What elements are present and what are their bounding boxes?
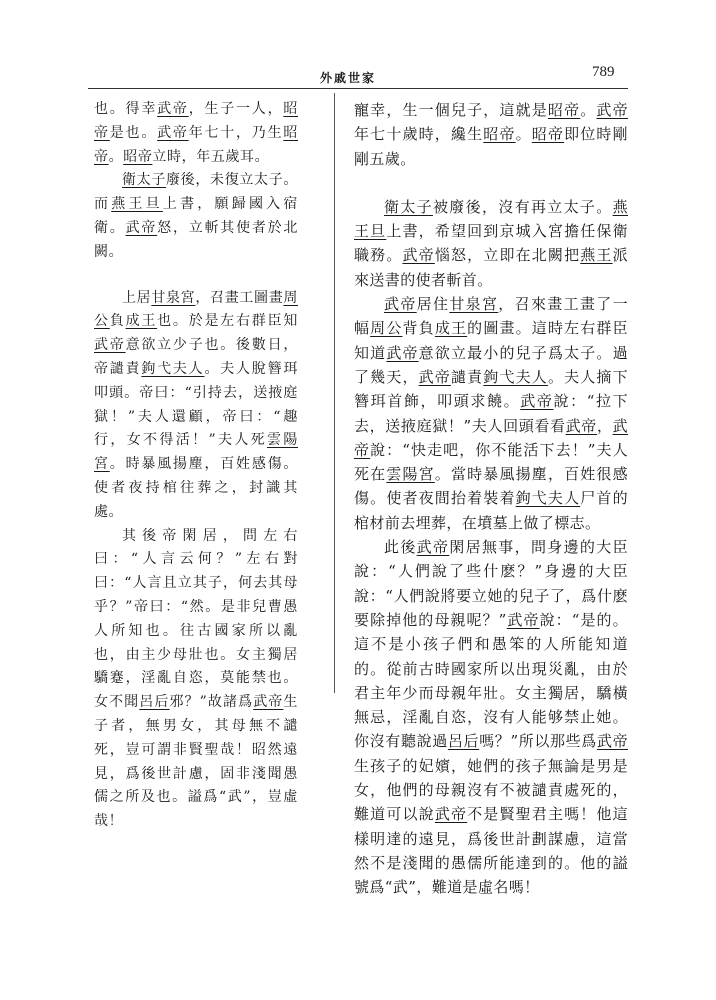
text-run: 寵幸，生一個兒子，這就是 xyxy=(354,101,548,119)
text-run: 惱怒，立即在北闕把 xyxy=(434,246,581,265)
text-run: 派來送書的使者斬首。 xyxy=(354,246,628,289)
text-run: 也。於是左右群臣知 xyxy=(157,313,298,330)
proper-name: 雲陽宮 xyxy=(94,432,298,473)
proper-name: 甘泉宮 xyxy=(449,295,499,314)
text-run: 說：“是的。這不是小孩子們和愚笨的人所能知道的。從前古時國家所以出現災亂，由於君主年少而母親年壯。女主獨居，驕橫無忌，淫亂自恣，沒有人能够禁止她。你沒有聽說過 xyxy=(354,610,628,751)
text-run: 說：“快走吧，你不能活下去！”夫人死在 xyxy=(354,440,628,484)
text-run: 邪？”故諸爲 xyxy=(169,694,254,711)
text-run: 是也。 xyxy=(109,124,158,141)
proper-name: 雲陽宮 xyxy=(386,465,435,484)
proper-name: 燕王旦 xyxy=(111,196,163,213)
page-number: 789 xyxy=(592,64,615,80)
proper-name: 周公 xyxy=(370,319,403,338)
proper-name: 武帝 xyxy=(565,416,597,435)
proper-name: 武帝 xyxy=(386,343,419,362)
proper-name: 昭帝 xyxy=(123,148,153,165)
paragraph xyxy=(354,195,628,292)
proper-name: 鉤弋夫人 xyxy=(515,489,581,508)
proper-name: 昭帝 xyxy=(94,101,298,141)
text-run: 生孩子的妃嬪，她們的孩子無論是男是女，他們的母親沒有不被譴責處死的，難道可以說 xyxy=(354,756,628,824)
text-run: ， xyxy=(596,416,613,435)
text-run: 其後帝閑居，問左右曰：“人言云何？”左右對曰：“人言且立其子，何去其母乎？”帝曰：“然。是非兒曹愚人所知也。往古國家所以亂也，由主少母壯也。女主獨居驕蹇，淫亂自恣，莫能禁也。女不聞 xyxy=(94,527,298,711)
proper-name: 成王 xyxy=(125,313,158,330)
text-run: 負 xyxy=(109,313,126,330)
proper-name: 昭帝 xyxy=(483,125,516,144)
text-run: 說：“拉下去，送掖庭獄！”夫人回頭看看 xyxy=(354,392,628,435)
text-run: 年七十，乃生 xyxy=(188,124,284,141)
text-run: 。 xyxy=(580,101,597,119)
paragraph xyxy=(94,525,298,834)
proper-name: 甘泉宮 xyxy=(151,289,196,306)
translation-text-column xyxy=(354,98,628,900)
text-run: 被廢後，沒有再立太子。 xyxy=(432,197,613,216)
paragraph xyxy=(94,98,298,169)
text-run: 居住 xyxy=(416,295,450,314)
proper-name: 燕王 xyxy=(580,246,613,265)
proper-name: 成王 xyxy=(434,319,468,338)
text-run: 閑居無事，問身邊的大臣說：“人們說了些什麽？”身邊的大臣說：“人們說將要立她的兒子了，爲什麽要除掉他的母親呢？” xyxy=(354,538,628,629)
proper-name: 武帝 xyxy=(157,101,189,117)
paragraph-gap xyxy=(94,265,298,287)
text-run: 立時，年五歲耳。 xyxy=(152,148,270,165)
text-run: 的圖畫。這時左右群臣知道 xyxy=(354,319,628,362)
text-run: 生子者，無男女，其母無不譴死，豈可謂非賢聖哉！昭然遠見，爲後世計慮，固非淺聞愚儒之所及也。謚爲“武”，豈虛哉！ xyxy=(94,694,298,830)
text-run: ，召畫工圖畫 xyxy=(195,289,284,306)
text-run: 。夫人脫簪珥叩頭。帝曰：“引持去，送掖庭獄！”夫人還顧，帝曰：“趣行，女不得活！”夫人死 xyxy=(94,360,298,449)
proper-name: 昭帝 xyxy=(547,101,581,119)
proper-name: 武帝 xyxy=(596,101,628,119)
proper-name: 呂后 xyxy=(447,732,480,751)
proper-name: 衛太子 xyxy=(122,172,167,189)
proper-name: 鉤弋夫人 xyxy=(141,360,205,377)
text-run: 也。得幸 xyxy=(94,101,158,117)
paragraph xyxy=(354,292,628,535)
paragraph-gap xyxy=(354,171,628,195)
proper-name: 武帝 xyxy=(384,295,417,314)
proper-name: 武帝 xyxy=(418,367,451,386)
text-run: 。時暴風揚塵，百姓感傷。使者夜持棺往葬之，封識其處。 xyxy=(94,456,299,520)
proper-name: 武帝 xyxy=(596,732,628,751)
text-run: 此後 xyxy=(384,538,417,557)
text-run: 上居 xyxy=(122,289,152,306)
text-run: 怒，立斬其使者於北闕。 xyxy=(94,219,299,260)
proper-name: 武帝 xyxy=(506,610,540,629)
proper-name: 武帝 xyxy=(520,392,554,411)
text-run: 不是賢聖君主嗎！他這樣明達的遠見，爲後世計劃謀慮，這當然不是淺聞的愚儒所能達到的。他的謚號爲“武”，難道是虛名嗎！ xyxy=(354,805,628,897)
text-run: 。 xyxy=(515,125,532,144)
proper-name: 武帝 xyxy=(402,246,435,265)
proper-name: 武帝 xyxy=(354,416,629,459)
text-run: 上書，願歸國入宿衛。 xyxy=(94,196,298,236)
text-run: 譴責 xyxy=(450,367,484,386)
paragraph xyxy=(354,98,628,171)
proper-name: 昭帝 xyxy=(531,125,565,144)
proper-name: 武帝 xyxy=(253,694,284,711)
header-rule xyxy=(88,88,628,89)
proper-name: 衛太子 xyxy=(384,197,433,216)
text-run: 意欲立少子也。後數日，帝譴責 xyxy=(94,337,299,377)
proper-name: 武帝 xyxy=(416,538,450,557)
running-header-title: 外戚世家 xyxy=(320,71,377,85)
text-run: 意欲立最小的兒子爲太子。過了幾天， xyxy=(354,343,628,386)
text-run: 廢後，未復立太子。而 xyxy=(94,172,298,213)
text-run: 尸首的棺材前去埋葬，在墳墓上做了標志。 xyxy=(354,489,628,532)
text-run: ，召來畫工畫了一幅 xyxy=(354,295,628,338)
text-run: ，生子一人， xyxy=(188,101,284,117)
paragraph xyxy=(94,169,298,264)
paragraph xyxy=(354,535,628,899)
proper-name: 昭帝 xyxy=(94,124,298,165)
text-run: 上書，希望回到京城入宮擔任保衛職務。 xyxy=(354,222,628,265)
proper-name: 武帝 xyxy=(125,219,158,236)
text-run: 。夫人摘下簪珥首飾，叩頭求饒。 xyxy=(354,367,628,411)
text-run: 嗎？”所以那些爲 xyxy=(479,732,597,751)
proper-name: 武帝 xyxy=(94,337,126,354)
column-divider xyxy=(334,93,335,693)
text-run: 。 xyxy=(108,148,124,165)
text-run: 。當時暴風揚塵，百姓很感傷。使者夜間抬着裝着 xyxy=(354,465,628,508)
text-run: 年七十歲時，纔生 xyxy=(354,125,484,144)
proper-name: 鉤弋夫人 xyxy=(483,367,548,386)
proper-name: 燕王旦 xyxy=(354,197,628,241)
paragraph xyxy=(94,287,298,525)
proper-name: 周公 xyxy=(94,289,298,330)
proper-name: 武帝 xyxy=(434,805,468,824)
proper-name: 武帝 xyxy=(157,124,189,141)
proper-name: 呂后 xyxy=(139,694,170,711)
classical-text-column xyxy=(94,98,298,834)
text-run: 即位時剛剛五歲。 xyxy=(354,125,628,168)
text-run: 背負 xyxy=(402,319,435,338)
